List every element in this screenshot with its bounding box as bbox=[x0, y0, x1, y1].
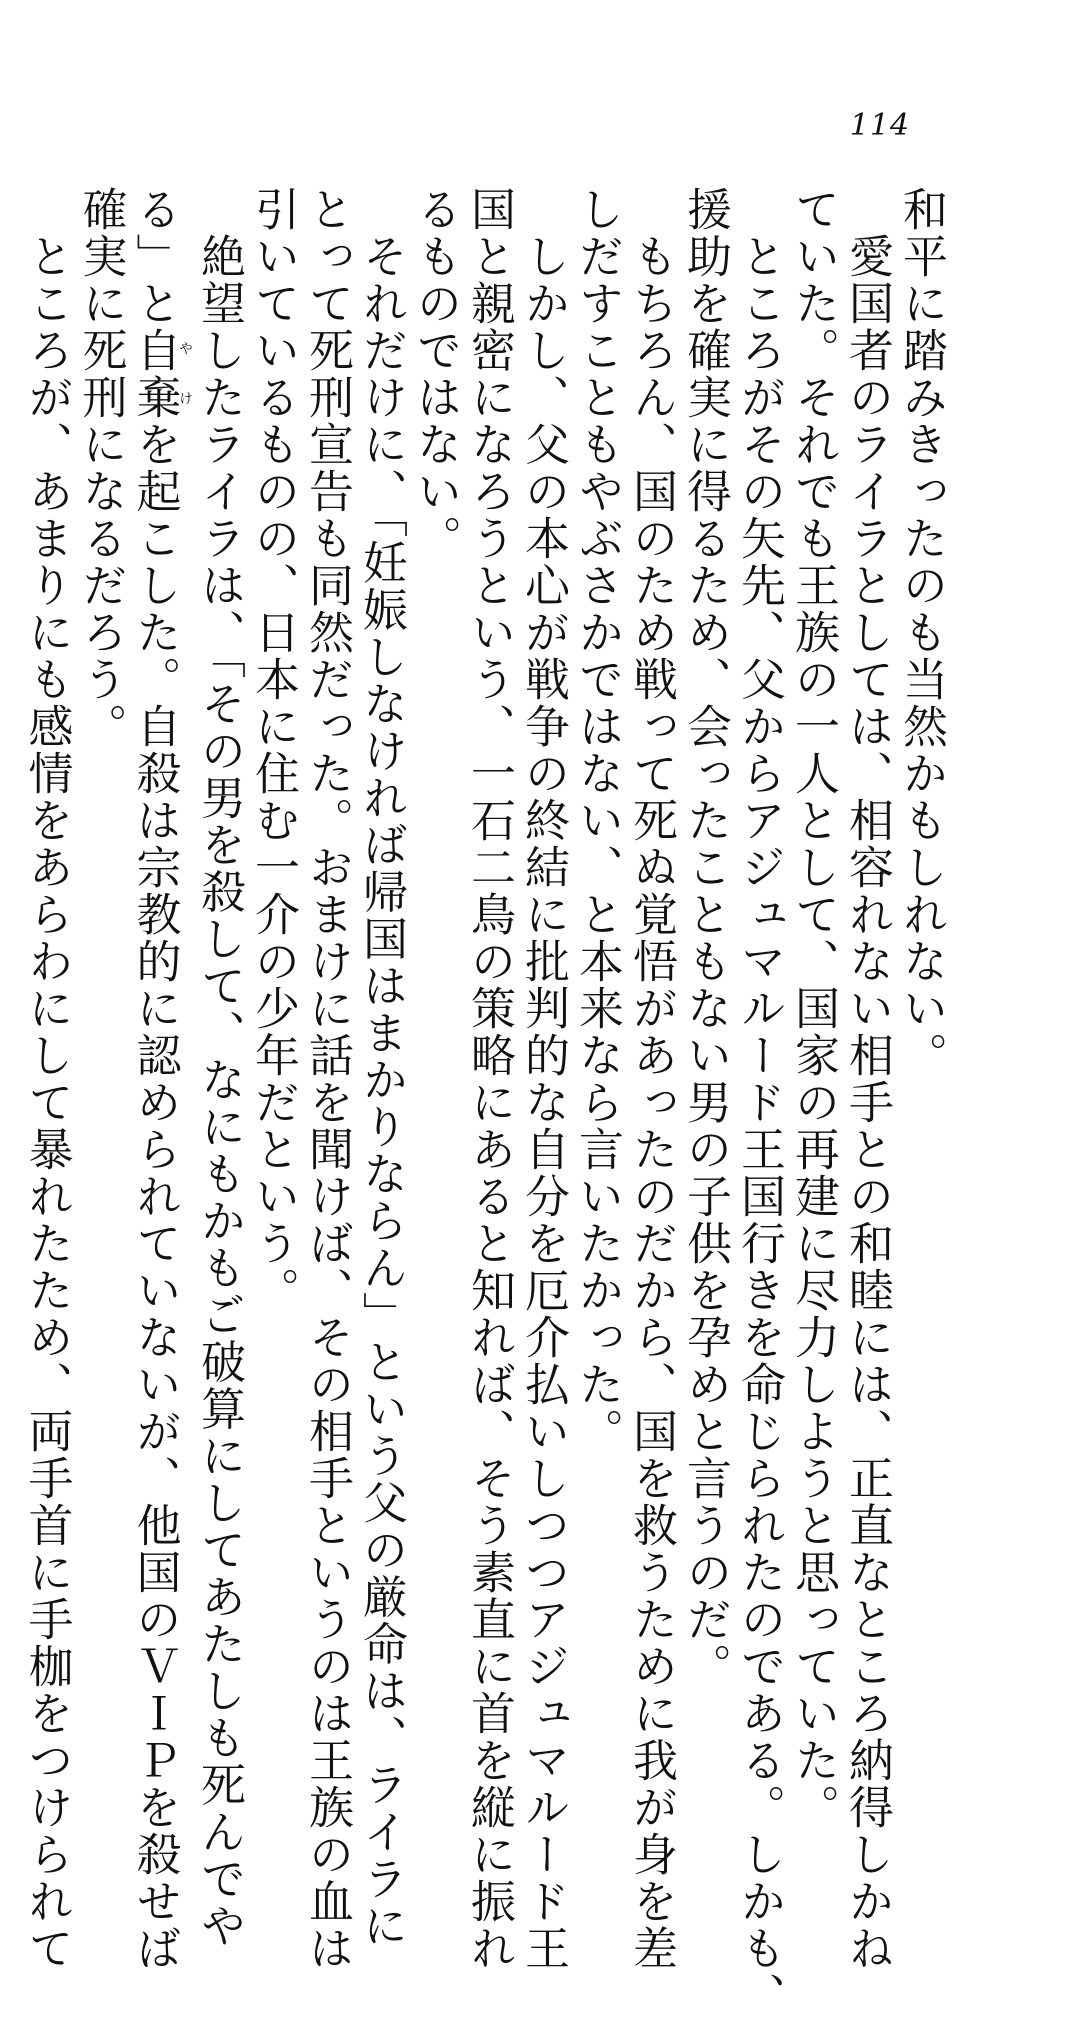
text-line: るものではない。 bbox=[409, 186, 462, 562]
text-line: 和平に踏みきったのも当然かもしれない。 bbox=[895, 186, 948, 1079]
text-line: 引いているものの、日本に住む一介の少年だという。 bbox=[247, 186, 300, 1314]
text-line: しだすこともやぶさかではない、と本来なら言いたかった。 bbox=[571, 186, 624, 1455]
text-line: 国と親密になろうという、一石二鳥の策略にあると知れば、そう素直に首を縦に振れ bbox=[463, 186, 516, 1972]
text-line: 援助を確実に得るため、会ったこともない男の子供を孕めと言うのだ。 bbox=[679, 186, 732, 1690]
text-line: 愛国者のライラとしては、相容れない相手との和睦には、正直なところ納得しかね bbox=[841, 186, 894, 1972]
text-line: ところが、あまりにも感情をあらわにして暴れたため、両手首に手枷をつけられて bbox=[20, 186, 74, 1972]
text-line: る」と自棄やけを起こした。自殺は宗教的に認められていないが、他国のＶＩＰを殺せば bbox=[128, 186, 193, 1972]
text-line: 絶望したライラは、「その男を殺して、なにもかもご破算にしてあたしも死んでや bbox=[193, 186, 246, 1950]
text-line: ところがその矢先、父からアジュマルード王国行きを命じられたのである。しかも、 bbox=[733, 186, 786, 2019]
ruby-reading: やけ bbox=[177, 327, 193, 421]
text-line: しかし、父の本心が戦争の終結に批判的な自分を厄介払いしつつアジュマルード王 bbox=[517, 186, 570, 1972]
text-line: それだけに、「妊娠しなければ帰国はまかりならん」という父の厳命は、ライラに bbox=[355, 186, 408, 1950]
ruby-annotation: 自棄やけ bbox=[128, 327, 193, 421]
text-line: ていた。それでも王族の一人として、国家の再建に尽力しようと思っていた。 bbox=[787, 186, 840, 1831]
novel-text-body bbox=[20, 186, 949, 2019]
text-line: 確実に死刑になるだろう。 bbox=[74, 186, 128, 750]
text-line: もちろん、国のため戦って死ぬ覚悟があったのだから、国を救うために我が身を差 bbox=[625, 186, 678, 1972]
text-line: とって死刑宣告も同然だった。おまけに話を聞けば、その相手というのは王族の血は bbox=[301, 186, 354, 1972]
page-number: 114 bbox=[849, 108, 911, 143]
